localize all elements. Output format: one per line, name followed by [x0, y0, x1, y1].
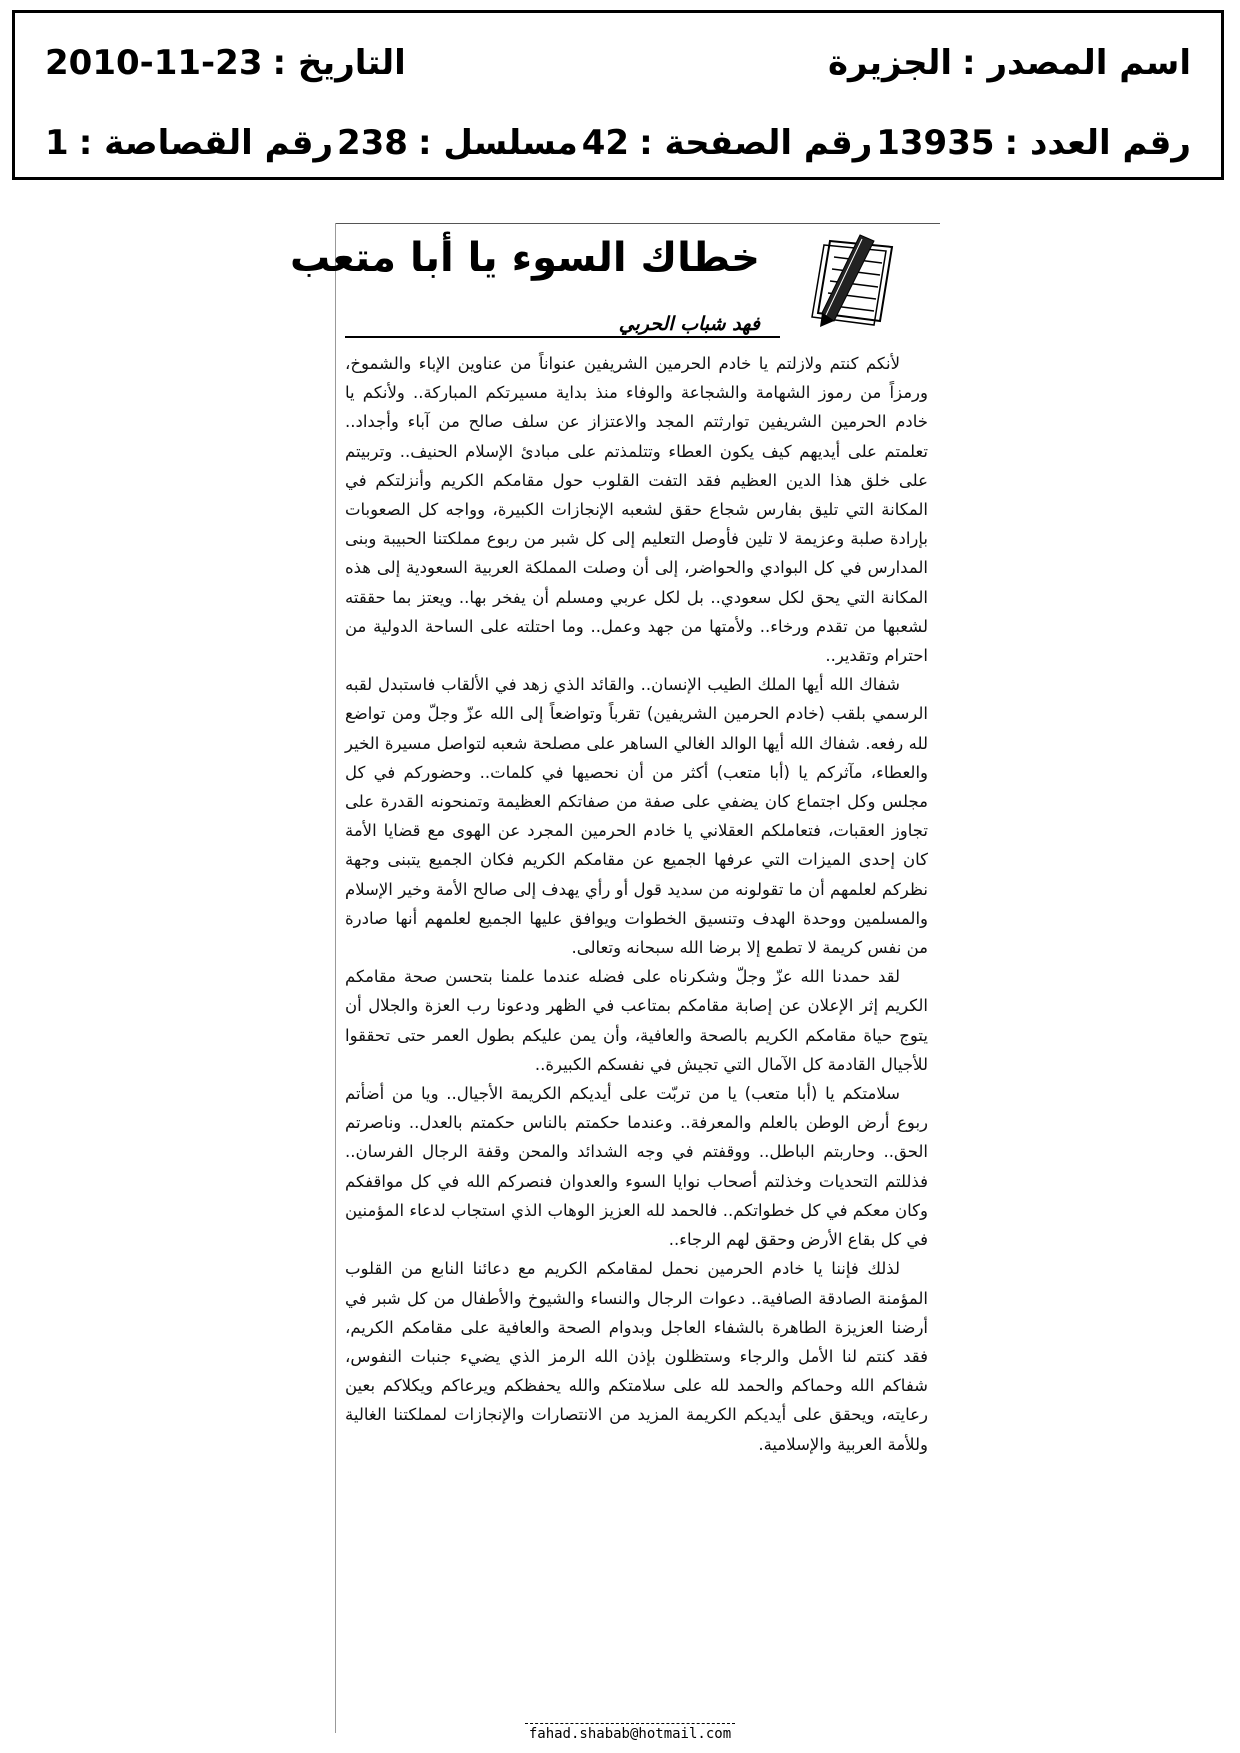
page-value: 42: [581, 123, 630, 163]
author-email: fahad.shabab@hotmail.com: [528, 1726, 732, 1742]
date-label: التاريخ :: [272, 43, 406, 83]
article-headline: خطاك السوء يا أبا متعب: [290, 235, 760, 281]
article-paragraph-1: لأنكم كنتم ولازلتم يا خادم الحرمين الشريفين عنواناً من عناوين الإباء والشموخ، ورمزاً من رموز الشهامة والشجاعة والوفاء منذ بداية مسيرتكم المباركة.. ولأنكم يا خادم الحرمين الشريفين توارثتم المجد والاعتزاز عن سلف صالح من آباء وأجداد.. تعلمتم على أيديهم كيف يكون العطاء وتتلمذتم على مبادئ الإسلام الحنيف.. وتربيتم على خلق هذا الدين العظيم فقد التفت القلوب حول مقامكم الكريم وأنزلتكم في المكانة التي تليق بفارس شجاع حقق لشعبه الإنجازات الكبيرة، وواجه كل الصعوبات بإرادة صلبة وعزيمة لا تلين فأوصل التعليم إلى كل شبر من ربوع مملكتنا الحبيبة وبنى المدارس في كل البوادي والحواضر، إلى أن وصلت المملكة العربية السعودية إلى هذه المكانة التي يحق لكل سعودي.. بل لكل عربي ومسلم أن يفخر بها.. ويعتز بما حققته لشعبها من تقدم ورخاء.. ولأمتها من جهد وعمل.. وما احتلته على الساحة الدولية من احترام وتقدير..: [345, 354, 928, 666]
issue-field: [876, 123, 1191, 163]
issue-label: رقم العدد :: [1004, 123, 1191, 163]
metadata-row-2: [45, 123, 1191, 163]
article-paragraph-4: سلامتكم يا (أبا متعب) يا من تربّت على أيديكم الكريمة الأجيال.. ويا من أضأتم ربوع أرض الوطن بالعلم والمعرفة.. وعندما حكمتم بالناس حكمتم بالعدل.. وناصرتم الحق.. وحاربتم الباطل.. ووقفتم في وجه الشدائد والمحن وقفة الرجال الفرسان.. فذللتم التحديات وخذلتم أصحاب نوايا السوء والعدوان فنصركم الله في كل مواقفكم وكان معكم في كل خطواتكم.. فالحمد لله العزيز الوهاب الذي استجاب لدعاء المؤمنين في كل بقاع الأرض وحقق لهم الرجاء..: [345, 1084, 928, 1250]
clip-number-field: [45, 123, 333, 163]
pen-paper-icon: [800, 233, 900, 328]
article-body: [345, 349, 928, 1459]
page-label: رقم الصفحة :: [639, 123, 873, 163]
clip-number-value: 1: [45, 123, 69, 163]
serial-label: مسلسل :: [417, 123, 578, 163]
metadata-row-1: [45, 43, 1191, 83]
article-paragraph-3: لقد حمدنا الله عزّ وجلّ وشكرناه على فضله عندما علمنا بتحسن صحة مقامكم الكريم إثر الإعلان عن إصابة مقامكم بمتاعب في الظهر ودعونا رب العزة والجلال أن يتوج حياة مقامكم الكريم بالصحة والعافية، وأن يمن عليكم بطول العمر حتى تحققوا للأجيال القادمة كل الآمال التي تجيش في نفسكم الكبيرة..: [345, 967, 928, 1074]
serial-value: 238: [336, 123, 408, 163]
date-value: 2010-11-23: [45, 43, 263, 83]
clipping-left-rule: [335, 223, 336, 1733]
clip-number-label: رقم القصاصة :: [78, 123, 334, 163]
clipping-metadata-box: [12, 10, 1224, 180]
email-divider: [525, 1723, 735, 1724]
date-field: [45, 43, 406, 83]
issue-value: 13935: [876, 123, 995, 163]
source-field: [828, 43, 1191, 83]
source-label: اسم المصدر :: [962, 43, 1191, 83]
article-paragraph-2: شفاك الله أيها الملك الطيب الإنسان.. والقائد الذي زهد في الألقاب فاستبدل لقبه الرسمي بلقب (خادم الحرمين الشريفين) تقرباً وتواضعاً إلى الله عزّ وجلّ ومن تواضع لله رفعه. شفاك الله أيها الوالد الغالي الساهر على مصلحة شعبه لتواصل مسيرة الخير والعطاء، مآثركم يا (أبا متعب) أكثر من أن نحصيها في كلمات.. وحضوركم في كل مجلس وكل اجتماع كان يضفي على صفة من صفاتكم العظيمة وتمنحونه القدرة على تجاوز العقبات، فتعاملكم العقلاني يا خادم الحرمين المجرد عن الهوى مع قضايا الأمة كان إحدى الميزات التي عرفها الجميع عن مقامكم الكريم فكان الجميع يتبنى وجهة نظركم لعلمهم أن ما تقولونه من سديد قول أو رأي يهدف إلى صالح الأمة وخير الإسلام والمسلمين ووحدة الهدف وتنسيق الخطوات ويوافق عليها الجميع لعلمهم أنها صادرة من نفس كريمة لا تطمع إلا برضا الله سبحانه وتعالى.: [345, 675, 928, 958]
byline-rule: [345, 336, 780, 338]
source-value: الجزيرة: [827, 43, 953, 83]
serial-field: [337, 123, 578, 163]
page-field: [582, 123, 873, 163]
article-byline: فهد شباب الحربي: [618, 313, 760, 335]
article-paragraph-5: لذلك فإننا يا خادم الحرمين نحمل لمقامكم الكريم مع دعائنا النابع من القلوب المؤمنة الصادقة الصافية.. دعوات الرجال والنساء والشيوخ والأطفال من كل شبر في أرضنا العزيزة الطاهرة بالشفاء العاجل وبدوام الصحة والعافية على مقامكم الكريم، فقد كنتم لنا الأمل والرجاء وستظلون بإذن الله الرمز الذي يضيء جنبات النفوس، شفاكم الله وحماكم والحمد لله على سلامتكم والله يحفظكم ويرعاكم ويكلاكم بعين رعايته، ويحقق على أيديكم الكريمة المزيد من الانتصارات والإنجازات لمملكتنا الغالية وللأمة العربية والإسلامية.: [345, 1259, 928, 1454]
clipping-top-rule: [335, 223, 940, 224]
newspaper-clipping: [290, 223, 940, 1743]
